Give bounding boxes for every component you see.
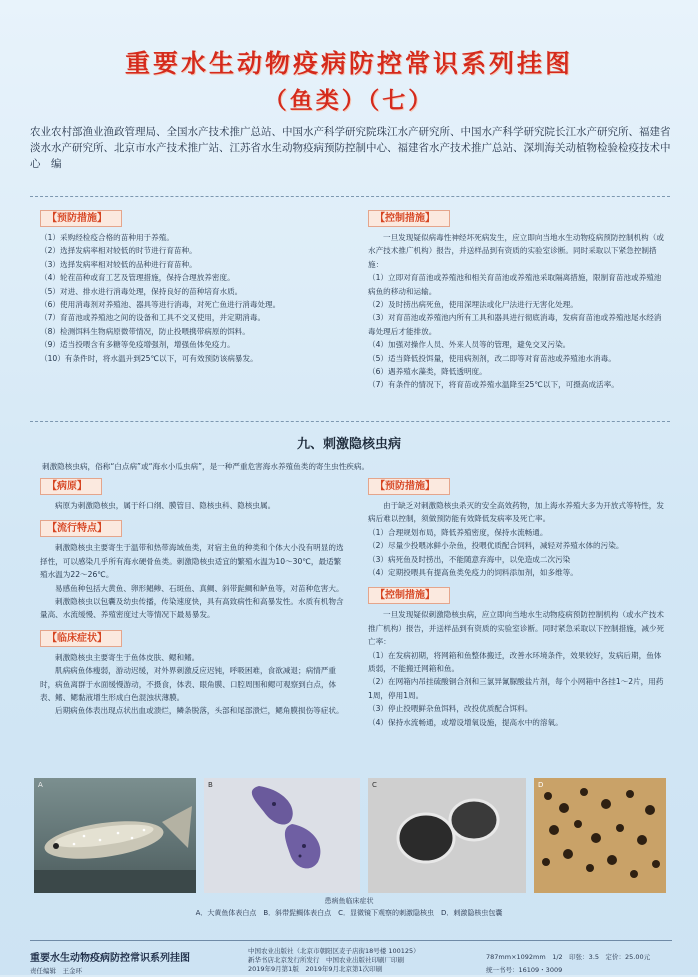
prevent9-item: （2）尽量少投喂冰鲜小杂鱼，投喂优质配合饲料，减轻对养殖水体的污染。 bbox=[368, 541, 624, 551]
photo-label: B bbox=[208, 781, 213, 789]
control9-item: （2）在网箱内吊挂硫酸铜合剂和三氯异氰脲酸盐片剂，每个小网箱中各挂1～2片，用药1周，停用1周。 bbox=[368, 677, 664, 700]
photo-label: C bbox=[372, 781, 377, 789]
prevent-item: （9）适当投喂含有多糖等免疫增强剂，增强鱼体免疫力。 bbox=[40, 340, 235, 350]
footer bbox=[30, 940, 672, 975]
photo-label: D bbox=[538, 781, 544, 789]
control-item: （4）加强对操作人员、外来人员等的管理，避免交叉污染。 bbox=[368, 340, 571, 350]
prevent-item: （6）使用消毒剂对养殖池、器具等进行消毒，对死亡鱼进行消毒处理。 bbox=[40, 300, 281, 310]
control-item: （2）及时捞出病死鱼，使用深埋法或化尸法进行无害化处理。 bbox=[368, 300, 578, 310]
photo-d bbox=[534, 778, 666, 893]
poster-title: 重要水生动物疫病防控常识系列挂图 bbox=[124, 49, 573, 78]
pathogen-heading: 【病原】 bbox=[40, 478, 102, 495]
section-title: 九、刺激隐核虫病 bbox=[296, 437, 401, 452]
photo-b bbox=[204, 778, 360, 893]
prevent9-item: （4）定期投喂具有提高鱼类免疫力的饲料添加剂，如多维等。 bbox=[368, 568, 578, 578]
footer-publisher-line: 中国农业出版社（北京市朝阳区麦子店街18号楼 100125） bbox=[248, 947, 420, 955]
clinical-paragraph: 后期病鱼体表出现点状出血或溃烂，鳞条脱落，头部和尾部溃烂，鳃角膜损伤等症状。 bbox=[55, 706, 344, 716]
control9-intro: 一旦发现疑似刺激隐核虫病，应立即向当地水生动物疫病预防控制机构（或水产技术推广机构）报告，并送样品到有资质的实验室诊断。同时紧急采取以下控制措施，减少死亡率： bbox=[368, 610, 665, 647]
clinical-paragraph: 刺激隐核虫主要寄生于鱼体皮肤、鳃和鳍。 bbox=[55, 652, 200, 662]
epidemic-heading: 【流行特点】 bbox=[40, 520, 122, 537]
footer-series: 重要水生动物疫病防控常识系列挂图 bbox=[30, 953, 190, 964]
prevent-item: （1）采购经检疫合格的苗种用于养殖。 bbox=[40, 233, 174, 242]
control-intro: 一旦发现疑似病毒性神经坏死病发生，应立即向当地水生动物疫病预防控制机构（或水产技术推广机构）报告，并送样品到有资质的实验室诊断。同时采取以下紧急控制措施： bbox=[368, 233, 664, 269]
prevent-heading: 【预防措施】 bbox=[40, 210, 122, 227]
control-section bbox=[368, 208, 668, 392]
footer-publisher-line: 2019年9月第1版 2019年9月北京第1次印刷 bbox=[248, 965, 383, 973]
tissue-image bbox=[204, 778, 360, 893]
figure-caption-title: 患病鱼临床症状 bbox=[324, 897, 374, 905]
pathogen-text: 病原为刺激隐核虫，属于纤口纲、膜管目、隐核虫科、隐核虫属。 bbox=[55, 501, 276, 510]
poster-subtitle: （鱼类）（七） bbox=[263, 88, 435, 114]
control-item: （6）遇养殖水藻类，降低透明度。 bbox=[368, 367, 487, 377]
control9-heading: 【控制措施】 bbox=[368, 587, 450, 604]
prevent-item: （7）育苗池或养殖池之间的设备和工具不交叉使用，并定期消毒。 bbox=[40, 313, 266, 323]
prevent9-heading: 【预防措施】 bbox=[368, 478, 450, 495]
clinical-paragraph: 肌病病鱼体瘦弱，游动迟缓，对外界刺激反应迟钝，呼吸困难，食欲减退；病情严重时，病鱼离群于水面缓慢游动，不摄食，体表、眼角膜、口腔周围和鳃可观察到白点，体表、鳍、鳃黏液增生形成白色混浊状薄膜。 bbox=[40, 666, 337, 703]
section-intro: 刺激隐核虫病，俗称“白点病”或“海水小瓜虫病”，是一种严重危害海水养殖鱼类的寄生虫性疾病。 bbox=[42, 462, 370, 471]
clinical-heading: 【临床症状】 bbox=[40, 630, 122, 647]
footer-editor: 责任编辑 王金环 bbox=[30, 967, 82, 975]
prevent-item: （5）对进、排水进行消毒处理，保持良好的苗种培育水质。 bbox=[40, 286, 243, 296]
prevent-section bbox=[40, 208, 345, 365]
epidemic-paragraph: 刺激隐核虫主要寄生于温带和热带海域鱼类，对宿主鱼的种类和个体大小没有明显的选择性，可以感染几乎所有海水硬骨鱼类。刺激隐核虫适宜的繁殖水温为10～30℃，最适繁殖水温为22～26℃。 bbox=[40, 543, 344, 580]
divider-top bbox=[30, 196, 670, 197]
figure-caption-sub: A．大黄鱼体表白点 B．斜带髭鲷体表白点 C．显微镜下观察的刺激隐核虫 D．刺激隐核虫包囊 bbox=[195, 909, 503, 917]
control-item: （5）适当降低投饵量，使用病剂剂，改二即等对育苗池或养殖池水消毒。 bbox=[368, 353, 616, 363]
prevent-item: （4）轮茬苗种或育工艺及管理措施，保持合理放养密度。 bbox=[40, 273, 235, 283]
photo-a bbox=[34, 778, 196, 893]
prevent-item: （3）选择发病率相对较低的品种进行育苗种。 bbox=[40, 259, 197, 269]
footer-isbn: 统一书号：16109・3009 bbox=[486, 966, 563, 974]
author-list: 农业农村部渔业渔政管理局、全国水产技术推广总站、中国水产科学研究院珠江水产研究所、中国水产科学研究院长江水产研究所、福建省淡水水产研究所、北京市水产技术推广站、江苏省水生动物疫病预防控制中心、福建省水产技术推广总站、深圳海关动植物检验检疫技术中心 编 bbox=[30, 126, 671, 170]
prevent-item: （2）选择发病率相对较低的时节进行育苗种。 bbox=[40, 246, 197, 256]
microscope-image bbox=[368, 778, 526, 893]
fish-image bbox=[34, 778, 196, 893]
footer-spec-line: 787mm×1092mm 1/2 印张：3.5 定价：25.00元 bbox=[486, 953, 651, 961]
prevent9-item: （1）合理规划布局，降低养殖密度，保持水流畅通。 bbox=[368, 527, 548, 537]
control-item: （1）立即对育苗池或养殖池和相关育苗池或养殖池采取隔离措施，限制育苗池或养殖池病鱼的移动和运输。 bbox=[368, 273, 662, 296]
photo-label: A bbox=[38, 781, 43, 789]
control-heading: 【控制措施】 bbox=[368, 210, 450, 227]
photo-c bbox=[368, 778, 526, 893]
footer-spec bbox=[486, 951, 650, 977]
divider-middle bbox=[30, 421, 670, 422]
footer-publisher bbox=[248, 947, 420, 974]
epidemic-paragraph: 易感鱼种包括大黄鱼、卵形鲳鲹、石斑鱼、真鲷、斜带髭鲷和鲈鱼等，对苗种危害大。 bbox=[55, 583, 344, 593]
control9-item: （3）停止投喂鲜杂鱼饵料，改投优质配合饵料。 bbox=[368, 704, 533, 714]
cyst-image bbox=[534, 778, 666, 893]
control-item: （7）有条件的情况下，将育苗或养殖水温降至25℃以下，可摄高成活率。 bbox=[368, 380, 619, 390]
control-item: （3）对育苗池或养殖池内所有工具和器具进行彻底消毒，发病育苗池或养殖池尾水经消毒处理后才能排放。 bbox=[368, 313, 662, 336]
prevent9-item: （3）病死鱼及时捞出，不能随意弃海中，以免造成二次污染 bbox=[368, 554, 571, 564]
lower-right-column bbox=[368, 476, 668, 729]
epidemic-paragraph: 刺激隐核虫以包囊及幼虫传播，传染速度快，具有高致病性和高暴发性。水质有机物含量高、水流缓慢、养殖密度过大等情况下最易暴发。 bbox=[40, 597, 344, 620]
control9-item: （1）在发病初期，将网箱和鱼整体搬迁，改善水环境条件，效果较好，发病后期，鱼体质弱，不能搬迁网箱和鱼。 bbox=[368, 650, 662, 674]
footer-publisher-line: 新华书店北京发行所发行 中国农业出版社印刷厂印刷 bbox=[248, 956, 404, 964]
prevent-item: （8）检测饵料生物病原微带情况，防止投喂携带病原的饵料。 bbox=[40, 326, 250, 336]
lower-left-column bbox=[40, 476, 345, 718]
prevent9-intro: 由于缺乏对刺激隐核虫杀灭的安全高效药物，加上海水养殖大多为开放式等特性，发病后难以控制，须做预防能有效降低发病率及死亡率。 bbox=[368, 501, 664, 524]
control9-item: （4）保持水流畅通，或增设增氧设施，提高水中的溶氧。 bbox=[368, 717, 563, 727]
prevent-item: （10）有条件时，将水温升到25℃以下，可有效预防该病暴发。 bbox=[40, 353, 258, 363]
